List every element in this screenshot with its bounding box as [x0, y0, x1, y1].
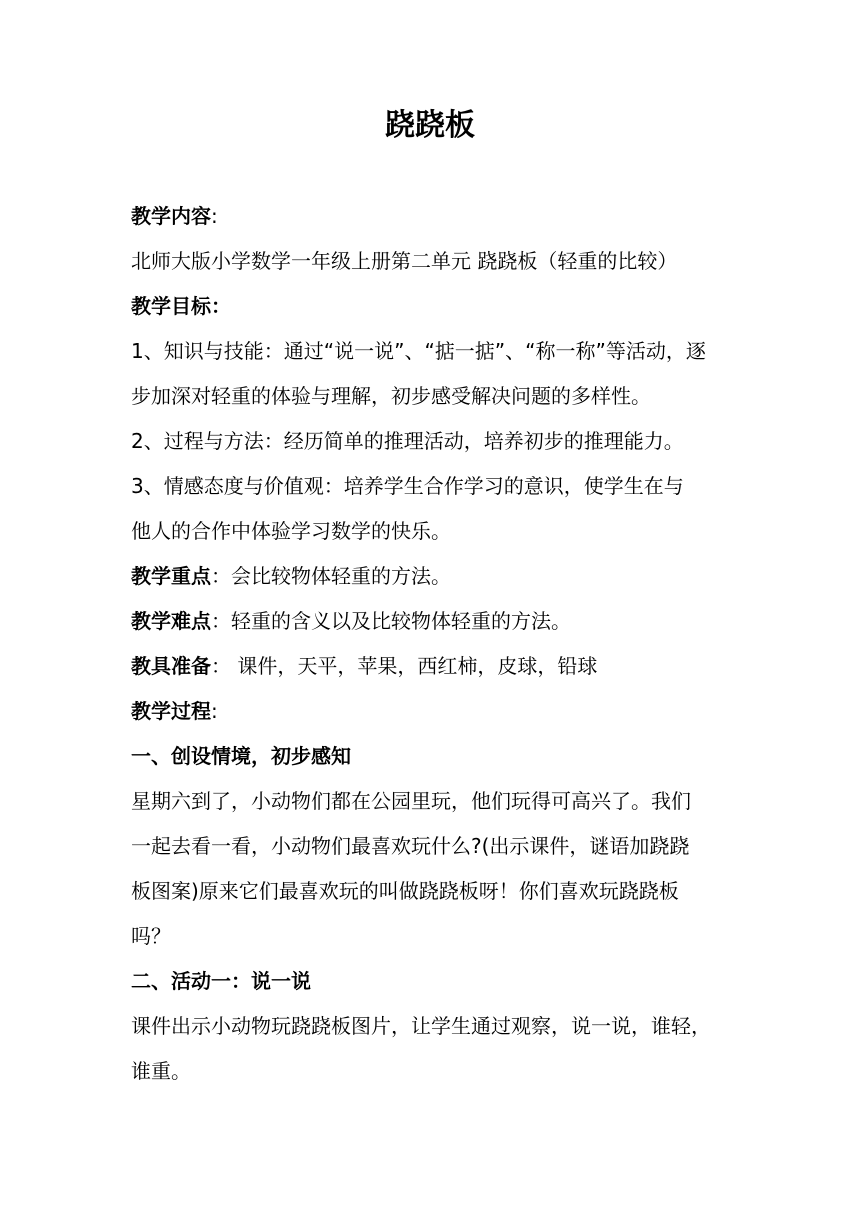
section-2-heading: 二、活动一：说一说: [131, 969, 311, 993]
difficulty-text: ：轻重的含义以及比较物体轻重的方法。: [211, 609, 571, 633]
objective-1-line-2: 步加深对轻重的体验与理解，初步感受解决问题的多样性。: [131, 384, 651, 408]
document-title: 跷跷板: [385, 108, 475, 143]
objectives-label: 教学目标：: [131, 294, 231, 318]
process-sep: :: [211, 699, 218, 723]
key-point-text: ：会比较物体轻重的方法。: [211, 564, 451, 588]
section-1-line-1: 星期六到了，小动物们都在公园里玩，他们玩得可高兴了。我们: [131, 789, 691, 813]
key-point: [131, 554, 736, 599]
teaching-content-label: 教学内容: [131, 204, 211, 228]
process-heading: [131, 689, 736, 734]
objective-1-line-1: 1、知识与技能：通过“说一说”、“掂一掂”、“称一称”等活动，逐: [131, 339, 706, 363]
materials-text: ： 课件，天平，苹果，西红柿，皮球，铅球: [211, 654, 598, 678]
section-1-heading: 一、创设情境，初步感知: [131, 744, 351, 768]
section-2-line-2: 谁重。: [131, 1059, 191, 1083]
document-body: [131, 194, 736, 1094]
process-label: 教学过程: [131, 699, 211, 723]
materials: [131, 644, 736, 689]
difficulty: [131, 599, 736, 644]
key-point-label: 教学重点: [131, 564, 211, 588]
objective-2: 2、过程与方法：经历简单的推理活动，培养初步的推理能力。: [131, 429, 684, 453]
teaching-content-text: 北师大版小学数学一年级上册第二单元 跷跷板（轻重的比较）: [131, 249, 678, 273]
objective-3-line-1: 3、情感态度与价值观：培养学生合作学习的意识，使学生在与: [131, 474, 684, 498]
teaching-content-sep: :: [211, 204, 218, 228]
section-2-line-1: 课件出示小动物玩跷跷板图片，让学生通过观察，说一说，谁轻，: [131, 1014, 711, 1038]
objective-3-line-2: 他人的合作中体验学习数学的快乐。: [131, 519, 451, 543]
section-1-line-2: 一起去看一看，小动物们最喜欢玩什么?(出示课件，谜语加跷跷: [131, 834, 690, 858]
difficulty-label: 教学难点: [131, 609, 211, 633]
teaching-content-heading: [131, 194, 736, 239]
materials-label: 教具准备: [131, 654, 211, 678]
section-1-line-4: 吗？: [131, 924, 171, 948]
section-1-line-3: 板图案)原来它们最喜欢玩的叫做跷跷板呀！你们喜欢玩跷跷板: [131, 879, 679, 903]
